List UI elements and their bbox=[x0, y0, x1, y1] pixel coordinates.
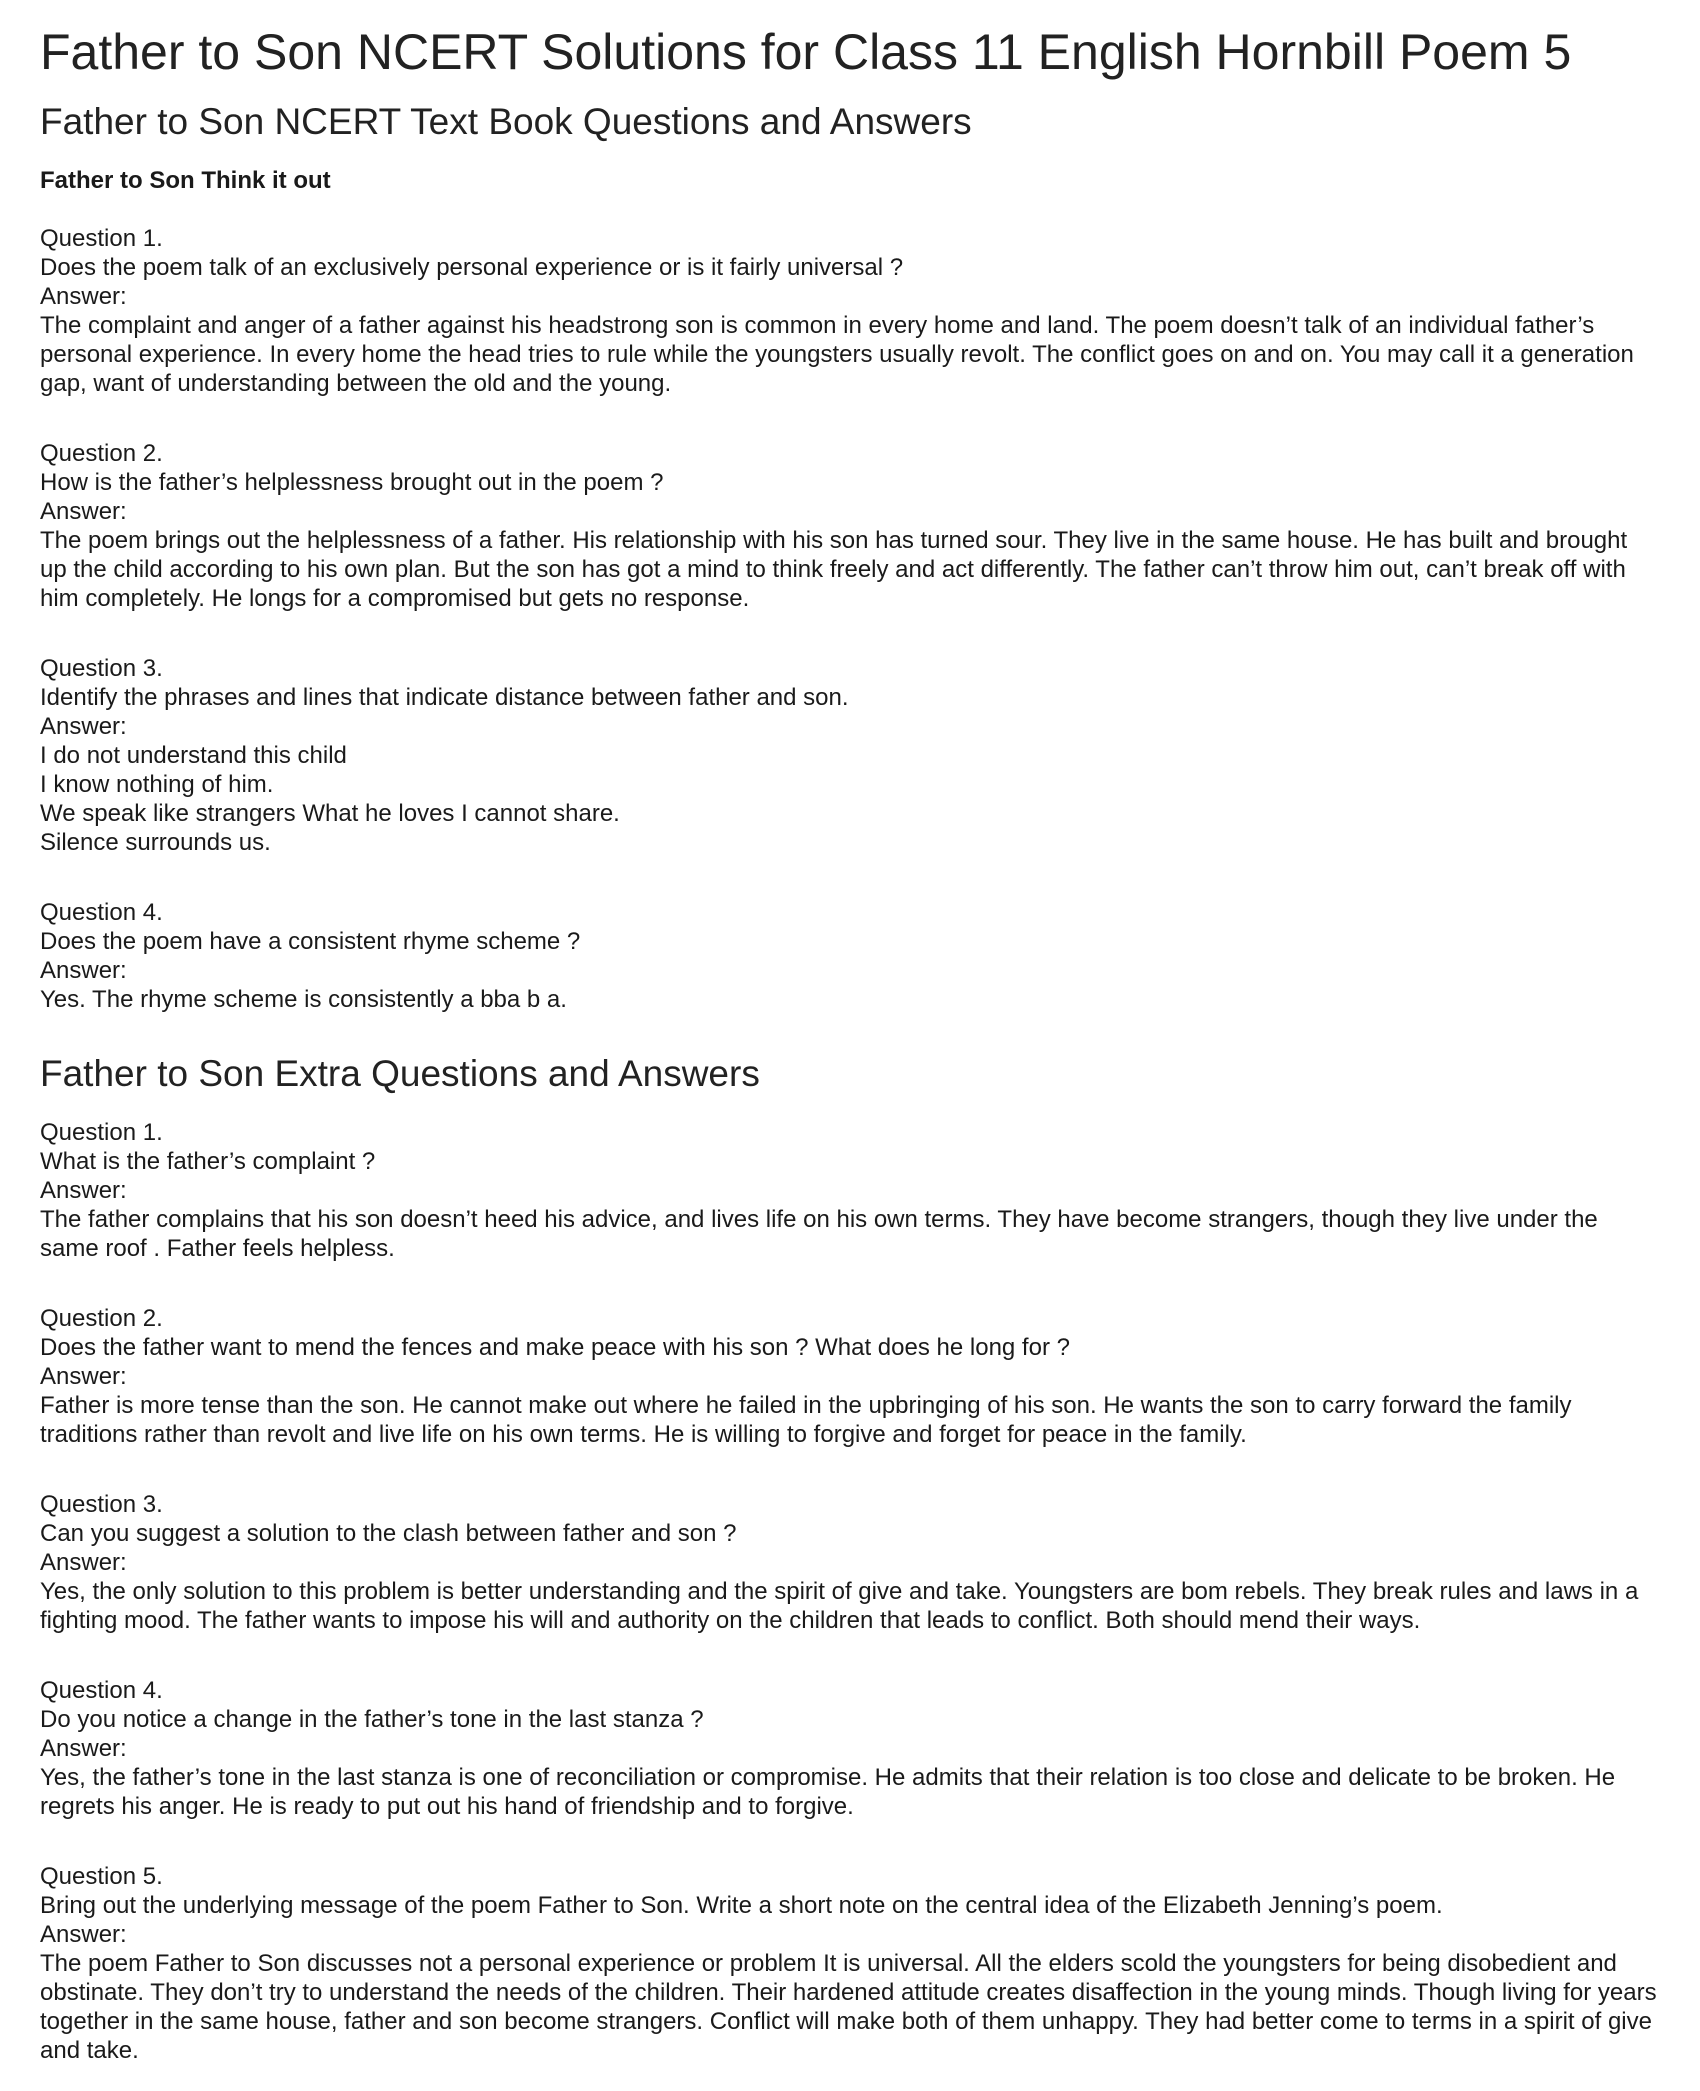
question-text: What is the father’s complaint ? bbox=[40, 1148, 376, 1175]
answer-line: Yes. The rhyme scheme is consistently a bba b a. bbox=[40, 986, 567, 1013]
question-text: How is the father’s helplessness brought out in the poem ? bbox=[40, 469, 664, 496]
qa-block bbox=[40, 1490, 1660, 1635]
answer-text bbox=[40, 311, 1660, 398]
answer-line: Silence surrounds us. bbox=[40, 829, 271, 856]
answer-line: Father is more tense than the son. He cannot make out where he failed in the upbringing of his son. He wants the son to carry forward the family traditions rather than revolt and live life on his own terms. He is willing to forgive and forget for peace in the family. bbox=[40, 1392, 1572, 1448]
qa-block bbox=[40, 1304, 1660, 1449]
qa-block bbox=[40, 439, 1660, 613]
question-number: Question 5. bbox=[40, 1863, 163, 1890]
answer-line: I know nothing of him. bbox=[40, 771, 274, 798]
question-number: Question 2. bbox=[40, 1305, 163, 1332]
question-text: Does the poem talk of an exclusively personal experience or is it fairly universal ? bbox=[40, 254, 904, 281]
think-questions-section bbox=[40, 224, 1660, 1014]
extra-questions-section bbox=[40, 1118, 1660, 2065]
question-number: Question 3. bbox=[40, 1491, 163, 1518]
answer-line: The poem brings out the helplessness of a father. His relationship with his son has turned sour. They live in the same house. He has built and brought up the child according to his own plan. But the son has got a mind to think freely and act differently. The father can’t throw him out, can’t break off with him completely. He longs for a compromised but gets no response. bbox=[40, 527, 1628, 612]
qa-block bbox=[40, 1862, 1660, 2065]
answer-line: We speak like strangers What he loves I cannot share. bbox=[40, 800, 620, 827]
question-number: Question 4. bbox=[40, 899, 163, 926]
question-number: Question 1. bbox=[40, 1119, 163, 1146]
question-number: Question 4. bbox=[40, 1677, 163, 1704]
question-text: Bring out the underlying message of the poem Father to Son. Write a short note on the central idea of the Elizabeth Jenning’s poem. bbox=[40, 1892, 1443, 1919]
answer-line: I do not understand this child bbox=[40, 742, 347, 769]
answer-text bbox=[40, 1205, 1660, 1263]
answer-text bbox=[40, 1949, 1660, 2065]
answer-label: Answer: bbox=[40, 713, 127, 740]
think-it-out-heading: Father to Son Think it out bbox=[40, 167, 331, 194]
answer-text bbox=[40, 985, 1660, 1014]
extra-questions-heading: Father to Son Extra Questions and Answers bbox=[40, 1053, 760, 1094]
answer-label: Answer: bbox=[40, 283, 127, 310]
answer-text bbox=[40, 1763, 1660, 1821]
page-title: Father to Son NCERT Solutions for Class 11 English Hornbill Poem 5 bbox=[40, 24, 1572, 80]
answer-label: Answer: bbox=[40, 1735, 127, 1762]
question-text: Can you suggest a solution to the clash between father and son ? bbox=[40, 1520, 737, 1547]
answer-text bbox=[40, 526, 1660, 613]
question-number: Question 2. bbox=[40, 440, 163, 467]
qa-block bbox=[40, 654, 1660, 857]
answer-text bbox=[40, 1391, 1660, 1449]
qa-block bbox=[40, 1118, 1660, 1263]
answer-text bbox=[40, 741, 1660, 857]
answer-label: Answer: bbox=[40, 957, 127, 984]
answer-line: The complaint and anger of a father against his headstrong son is common in every home and land. The poem doesn’t talk of an individual father’s personal experience. In every home the head tries to rule while the youngsters usually revolt. The conflict goes on and on. You may call it a generation gap, want of understanding between the old and the young. bbox=[40, 312, 1634, 397]
question-text: Identify the phrases and lines that indicate distance between father and son. bbox=[40, 684, 849, 711]
page-subtitle: Father to Son NCERT Text Book Questions and Answers bbox=[40, 101, 972, 142]
qa-block bbox=[40, 224, 1660, 398]
answer-label: Answer: bbox=[40, 498, 127, 525]
question-text: Do you notice a change in the father’s tone in the last stanza ? bbox=[40, 1706, 704, 1733]
answer-line: The father complains that his son doesn’t heed his advice, and lives life on his own terms. They have become strangers, though they live under the same roof . Father feels helpless. bbox=[40, 1206, 1598, 1262]
qa-block bbox=[40, 898, 1660, 1014]
answer-line: Yes, the only solution to this problem is better understanding and the spirit of give and take. Youngsters are bom rebels. They break rules and laws in a fighting mood. The father wants to impose his will and authority on the children that leads to conflict. Both should mend their ways. bbox=[40, 1578, 1639, 1634]
question-number: Question 1. bbox=[40, 225, 163, 252]
qa-block bbox=[40, 1676, 1660, 1821]
answer-label: Answer: bbox=[40, 1177, 127, 1204]
answer-label: Answer: bbox=[40, 1549, 127, 1576]
question-text: Does the poem have a consistent rhyme scheme ? bbox=[40, 928, 581, 955]
answer-line: Yes, the father’s tone in the last stanza is one of reconciliation or compromise. He admits that their relation is too close and delicate to be broken. He regrets his anger. He is ready to put out his hand of friendship and to forgive. bbox=[40, 1764, 1616, 1820]
answer-label: Answer: bbox=[40, 1921, 127, 1948]
question-number: Question 3. bbox=[40, 655, 163, 682]
answer-line: The poem Father to Son discusses not a personal experience or problem It is universal. All the elders scold the youngsters for being disobedient and obstinate. They don’t try to understand the needs of the children. Their hardened attitude creates disaffection in the young minds. Though living for years together in the same house, father and son become strangers. Conflict will make both of them unhappy. They had better come to terms in a spirit of give and take. bbox=[40, 1950, 1657, 2064]
answer-text bbox=[40, 1577, 1660, 1635]
question-text: Does the father want to mend the fences and make peace with his son ? What does he long for ? bbox=[40, 1334, 1070, 1361]
answer-label: Answer: bbox=[40, 1363, 127, 1390]
